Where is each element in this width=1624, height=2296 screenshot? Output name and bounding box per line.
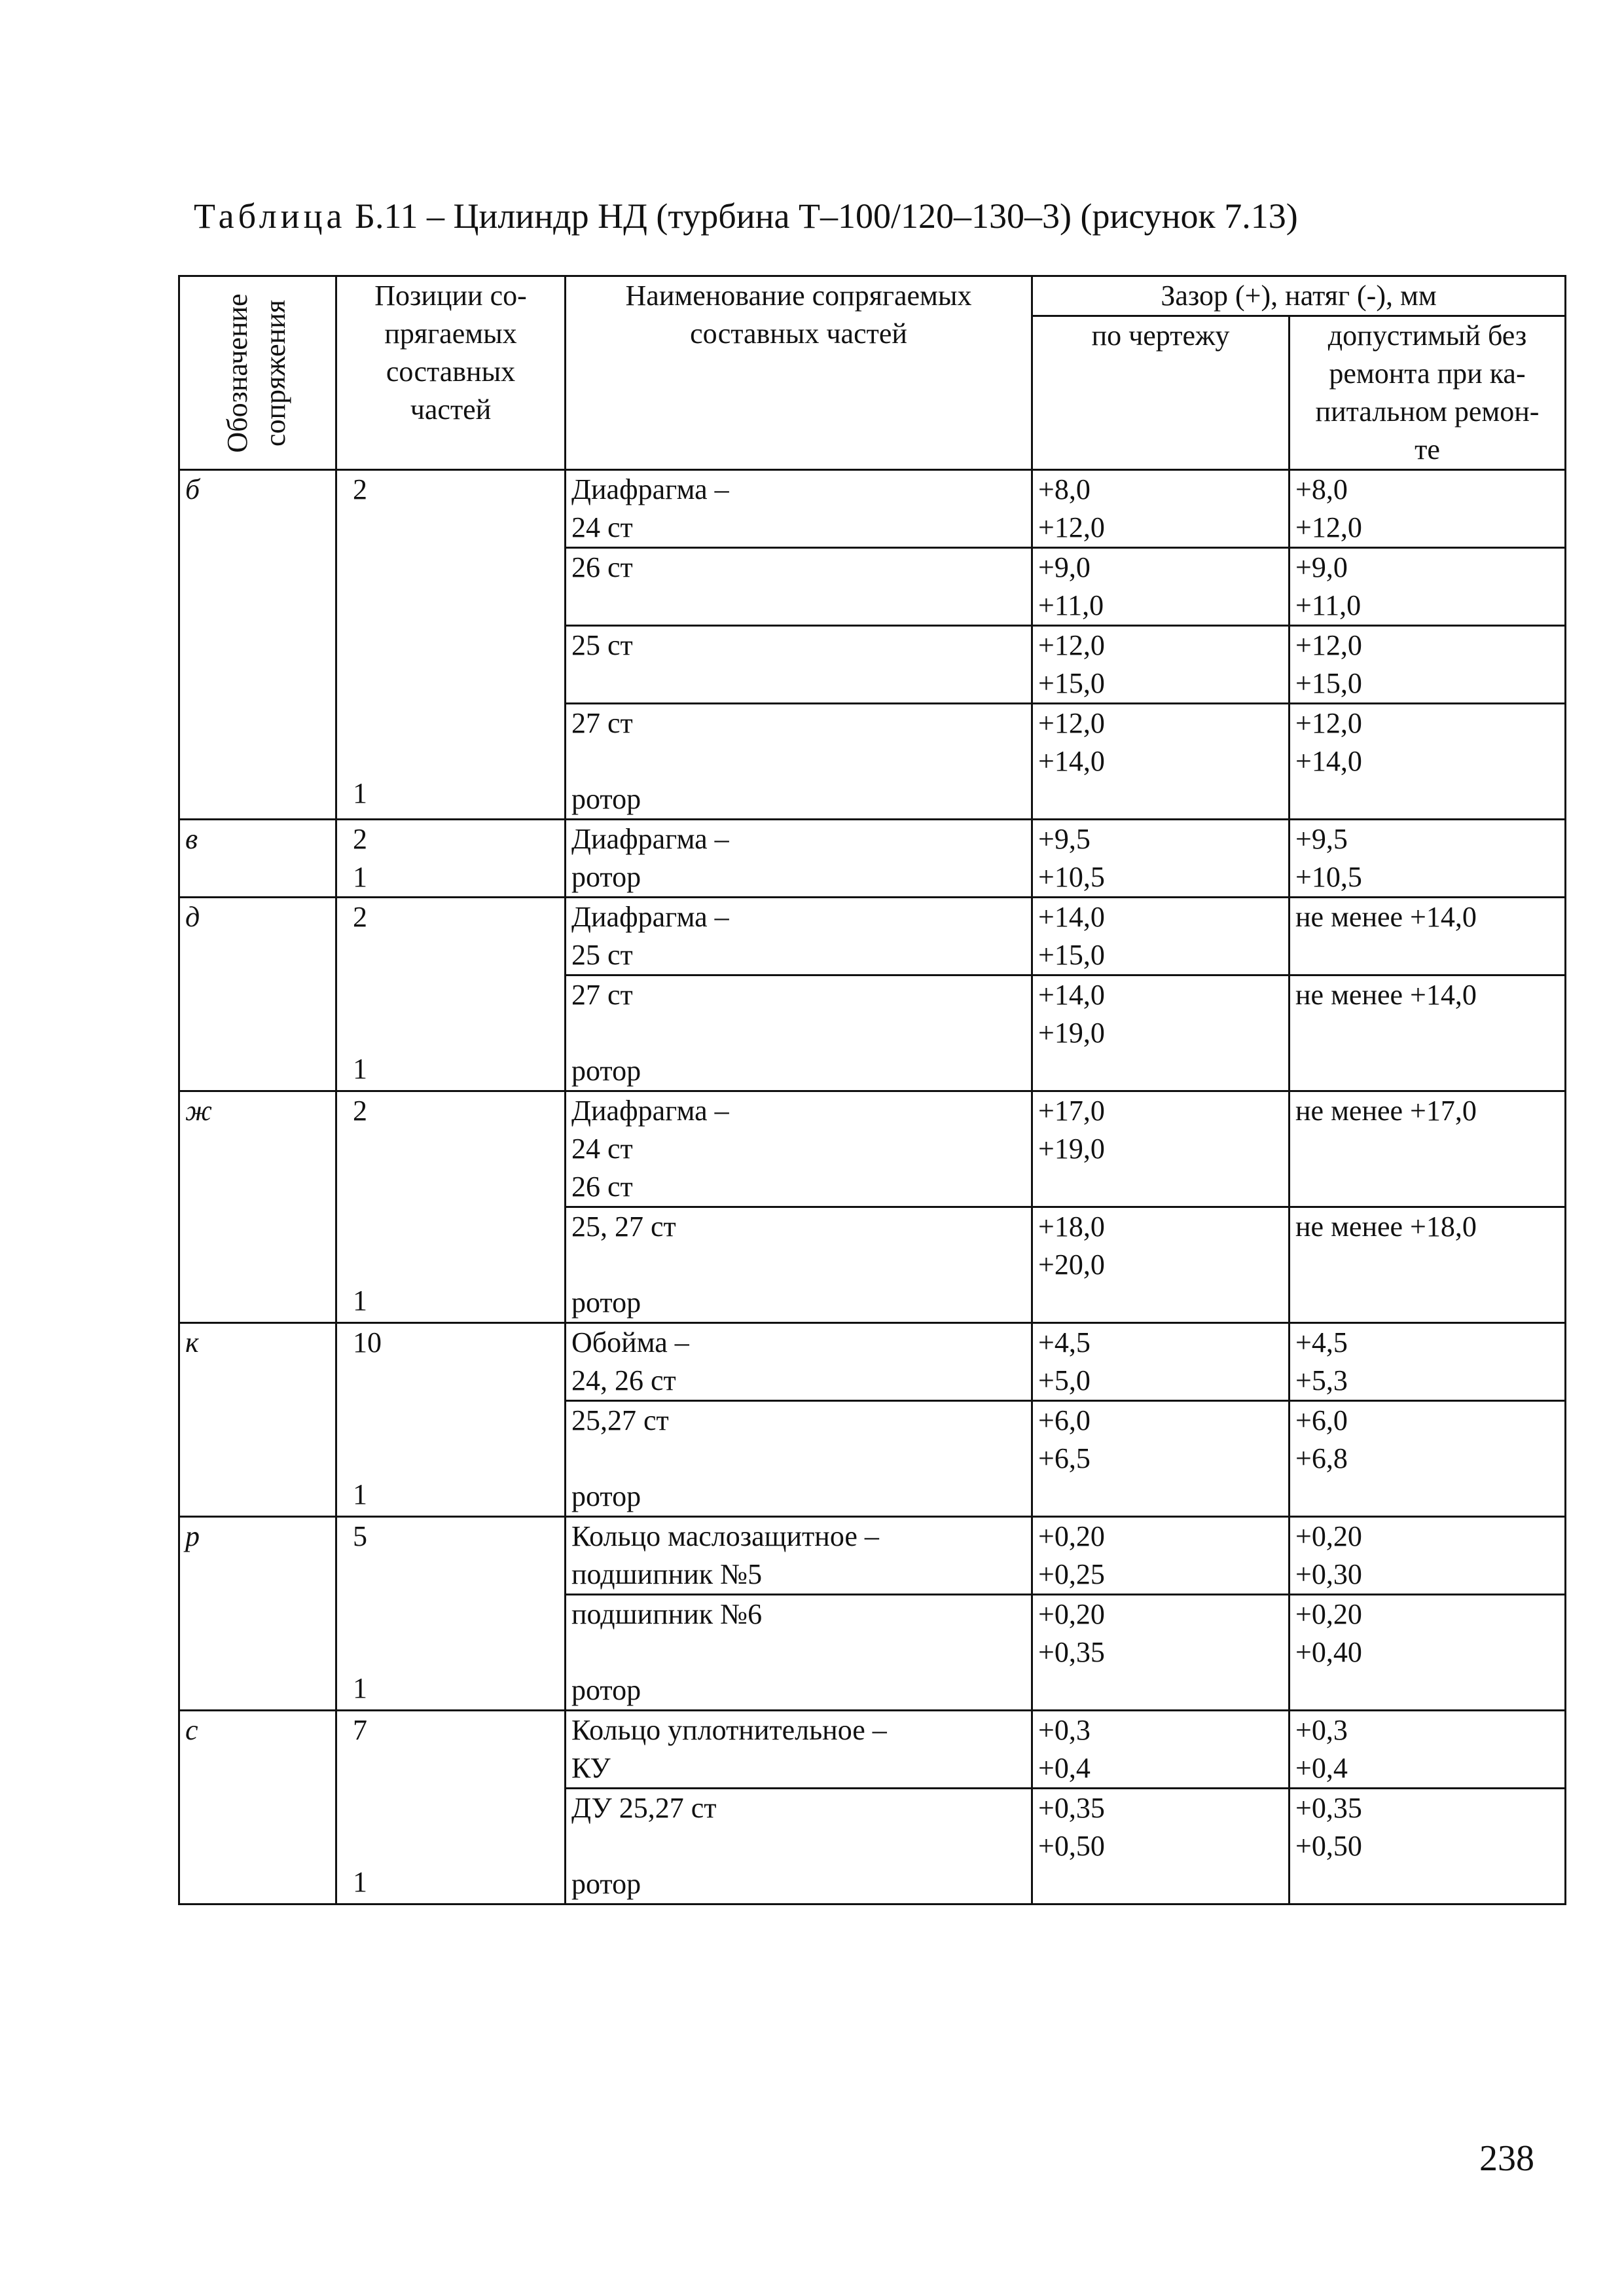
cell-line: +6,5 [1038, 1442, 1091, 1474]
cell-line: +0,25 [1038, 1558, 1105, 1590]
cell-line: +12,0 [1295, 707, 1362, 739]
cell-line [571, 1014, 1026, 1052]
clearance-by-drawing [1032, 1517, 1290, 1595]
clearance-by-drawing [1032, 548, 1290, 626]
clearance-by-drawing [1032, 1207, 1290, 1323]
cell-line [1295, 1478, 1559, 1516]
cell-line: 1 [353, 1053, 367, 1085]
cell-line: Диафрагма – [571, 823, 729, 855]
header-by-drawing: по чертежу [1032, 316, 1290, 470]
cell-line: Кольцо маслозащитное – [571, 1520, 879, 1552]
cell-line [353, 1362, 559, 1400]
cell-line [353, 1206, 559, 1244]
cell-line: ротор [571, 861, 641, 893]
cell-line: +10,5 [1295, 861, 1362, 893]
cell-line: 25 ст [571, 629, 633, 661]
cell-line: не менее +14,0 [1295, 979, 1477, 1011]
mating-designation: р [179, 1517, 336, 1711]
cell-line [353, 1012, 559, 1050]
cell-line: ротор [571, 1674, 641, 1706]
cell-line: ротор [571, 1868, 641, 1900]
cell-line [1038, 1168, 1283, 1206]
cell-line [1038, 1052, 1283, 1090]
page-number: 238 [1479, 2138, 1534, 2179]
clearance-allowed [1290, 1091, 1566, 1207]
clearance-allowed [1290, 898, 1566, 975]
cell-line [1295, 1014, 1559, 1052]
part-name [566, 626, 1032, 704]
cell-line: +8,0 [1038, 473, 1091, 505]
part-name [566, 975, 1032, 1091]
cell-line [1038, 1478, 1283, 1516]
clearance-allowed [1290, 704, 1566, 820]
mating-positions [336, 1323, 566, 1517]
part-name [566, 1323, 1032, 1401]
clearance-by-drawing [1032, 820, 1290, 898]
cell-line: +12,0 [1038, 511, 1105, 543]
cell-line [353, 661, 559, 699]
cell-line: 25 ст [571, 939, 633, 971]
cell-line: +0,20 [1038, 1520, 1105, 1552]
cell-line [1295, 936, 1559, 974]
cell-line: +0,3 [1038, 1714, 1091, 1746]
cell-line: подшипник №6 [571, 1598, 763, 1630]
cell-line [353, 1749, 559, 1787]
clearance-by-drawing [1032, 1789, 1290, 1904]
cell-line: Обойма – [571, 1326, 689, 1358]
cell-line: +9,0 [1038, 551, 1091, 583]
cell-line [353, 547, 559, 585]
cell-line: ротор [571, 1480, 641, 1512]
cell-line [1295, 1052, 1559, 1090]
cell-line: +0,40 [1295, 1636, 1362, 1668]
clearance-allowed [1290, 975, 1566, 1091]
header-positions: Позиции со- прягаемых составных частей [336, 276, 566, 470]
clearance-allowed [1290, 1595, 1566, 1711]
part-name [566, 1207, 1032, 1323]
cell-line: +0,35 [1038, 1636, 1105, 1668]
part-name [566, 820, 1032, 898]
clearance-by-drawing [1032, 704, 1290, 820]
cell-line [353, 1168, 559, 1206]
part-name [566, 898, 1032, 975]
clearance-allowed [1290, 1323, 1566, 1401]
cell-line [1295, 1284, 1559, 1322]
cell-line: 24 ст [571, 1133, 633, 1165]
clearance-allowed [1290, 1401, 1566, 1517]
clearance-by-drawing [1032, 1711, 1290, 1789]
clearance-by-drawing [1032, 470, 1290, 548]
cell-line [1295, 1246, 1559, 1284]
header-part-names: Наименование сопрягаемых составных частей [566, 276, 1032, 470]
cell-line [353, 1556, 559, 1594]
table-row [179, 820, 1566, 898]
cell-line: не менее +18,0 [1295, 1211, 1477, 1243]
cell-line [571, 1440, 1026, 1478]
part-name [566, 1595, 1032, 1711]
cell-line: 27 ст [571, 707, 633, 739]
cell-line: ротор [571, 1055, 641, 1087]
cell-line: +0,35 [1295, 1792, 1362, 1824]
cell-line: +0,30 [1295, 1558, 1362, 1590]
cell-line: ротор [571, 1286, 641, 1319]
cell-line [353, 936, 559, 974]
cell-line [571, 742, 1026, 780]
mating-positions [336, 1517, 566, 1711]
cell-line: 26 ст [571, 551, 633, 583]
cell-line [353, 1438, 559, 1476]
clearance-table [178, 275, 1566, 1905]
cell-line: 1 [353, 1672, 367, 1704]
clearance-by-drawing [1032, 975, 1290, 1091]
cell-line: +15,0 [1295, 667, 1362, 699]
caption-title: Б.11 – Цилиндр НД (турбина Т–100/120–130–3) (рисунок 7.13) [346, 196, 1298, 236]
cell-line: +4,5 [1038, 1326, 1091, 1358]
cell-line [353, 699, 559, 737]
cell-line: +10,5 [1038, 861, 1105, 893]
cell-line [353, 1244, 559, 1282]
clearance-allowed [1290, 626, 1566, 704]
cell-line: 24, 26 ст [571, 1364, 676, 1396]
cell-line [1295, 1865, 1559, 1903]
cell-line [1038, 1284, 1283, 1322]
cell-line: +6,8 [1295, 1442, 1348, 1474]
mating-positions [336, 820, 566, 898]
clearance-by-drawing [1032, 1091, 1290, 1207]
cell-line [1295, 1130, 1559, 1168]
cell-line: 1 [353, 1478, 367, 1510]
cell-line: +17,0 [1038, 1095, 1105, 1127]
cell-line: +14,0 [1038, 901, 1105, 933]
mating-designation: с [179, 1711, 336, 1904]
cell-line [353, 509, 559, 547]
table-row [179, 1711, 1566, 1789]
cell-line: +9,5 [1038, 823, 1091, 855]
cell-line: 24 ст [571, 511, 633, 543]
clearance-by-drawing [1032, 898, 1290, 975]
cell-line: +6,0 [1038, 1404, 1091, 1436]
cell-line [353, 1631, 559, 1669]
clearance-allowed [1290, 470, 1566, 548]
cell-line: +0,50 [1295, 1830, 1362, 1862]
cell-line [353, 585, 559, 623]
cell-line: подшипник №5 [571, 1558, 763, 1590]
table-row [179, 1517, 1566, 1595]
cell-line: не менее +14,0 [1295, 901, 1477, 933]
mating-designation: д [179, 898, 336, 1091]
cell-line: +0,4 [1295, 1752, 1348, 1784]
cell-line [1038, 780, 1283, 818]
part-name [566, 1711, 1032, 1789]
cell-line: +12,0 [1038, 629, 1105, 661]
clearance-allowed [1290, 1517, 1566, 1595]
cell-line: +5,0 [1038, 1364, 1091, 1396]
cell-line [1038, 1671, 1283, 1709]
cell-line [571, 1827, 1026, 1865]
cell-line: +0,4 [1038, 1752, 1091, 1784]
cell-line [571, 587, 1026, 625]
mating-designation: ж [179, 1091, 336, 1323]
cell-line: +0,20 [1038, 1598, 1105, 1630]
cell-line: +0,20 [1295, 1598, 1362, 1630]
clearance-by-drawing [1032, 1595, 1290, 1711]
cell-line [353, 1787, 559, 1825]
cell-line [571, 1246, 1026, 1284]
cell-line [353, 974, 559, 1012]
table-caption [194, 190, 1298, 242]
cell-line: 1 [353, 1285, 367, 1317]
cell-line [1295, 1671, 1559, 1709]
mating-positions [336, 1711, 566, 1904]
cell-line: 7 [353, 1714, 367, 1746]
cell-line: +8,0 [1295, 473, 1348, 505]
cell-line: +6,0 [1295, 1404, 1348, 1436]
cell-line: +12,0 [1295, 629, 1362, 661]
cell-line: КУ [571, 1752, 611, 1784]
cell-line: 2 [353, 823, 367, 855]
caption-label: Таблица [194, 196, 346, 236]
mating-designation: в [179, 820, 336, 898]
cell-line: +11,0 [1038, 589, 1104, 621]
cell-line: +0,35 [1038, 1792, 1105, 1824]
clearance-allowed [1290, 548, 1566, 626]
table-row [179, 1323, 1566, 1401]
cell-line: +4,5 [1295, 1326, 1348, 1358]
cell-line [353, 1825, 559, 1863]
cell-line [353, 1130, 559, 1168]
mating-positions [336, 470, 566, 820]
table-row [179, 470, 1566, 548]
cell-line: 2 [353, 473, 367, 505]
header-clearance-group: Зазор (+), натяг (-), мм [1032, 276, 1566, 316]
part-name [566, 1091, 1032, 1207]
cell-line [353, 1400, 559, 1438]
cell-line [1295, 1168, 1559, 1206]
cell-line [571, 665, 1026, 702]
cell-line: +19,0 [1038, 1017, 1105, 1049]
cell-line: 1 [353, 777, 367, 809]
cell-line: Кольцо уплотнительное – [571, 1714, 887, 1746]
clearance-allowed [1290, 820, 1566, 898]
cell-line [353, 1594, 559, 1631]
cell-line: 10 [353, 1326, 382, 1358]
cell-line: +9,0 [1295, 551, 1348, 583]
cell-line: +0,3 [1295, 1714, 1348, 1746]
mating-designation: к [179, 1323, 336, 1517]
cell-line: 25,27 ст [571, 1404, 669, 1436]
cell-line: +5,3 [1295, 1364, 1348, 1396]
table-row [179, 1091, 1566, 1207]
cell-line: +14,0 [1295, 745, 1362, 777]
cell-line [353, 737, 559, 774]
part-name [566, 1401, 1032, 1517]
cell-line [1038, 1865, 1283, 1903]
cell-line: +11,0 [1295, 589, 1362, 621]
cell-line [571, 1633, 1026, 1671]
cell-line: +9,5 [1295, 823, 1348, 855]
part-name [566, 470, 1032, 548]
cell-line: +15,0 [1038, 939, 1105, 971]
cell-line: 5 [353, 1520, 367, 1552]
cell-line: Диафрагма – [571, 901, 729, 933]
cell-line: +14,0 [1038, 979, 1105, 1011]
cell-line: +19,0 [1038, 1133, 1105, 1165]
cell-line: 2 [353, 1095, 367, 1127]
cell-line: 2 [353, 901, 367, 933]
cell-line: +0,20 [1295, 1520, 1362, 1552]
cell-line: +12,0 [1038, 707, 1105, 739]
clearance-allowed [1290, 1207, 1566, 1323]
cell-line [1295, 780, 1559, 818]
clearance-by-drawing [1032, 626, 1290, 704]
part-name [566, 704, 1032, 820]
mating-positions [336, 1091, 566, 1323]
cell-line: +14,0 [1038, 745, 1105, 777]
mating-positions [336, 898, 566, 1091]
clearance-allowed [1290, 1789, 1566, 1904]
cell-line: 1 [353, 861, 367, 893]
cell-line: Диафрагма – [571, 473, 729, 505]
part-name [566, 1517, 1032, 1595]
cell-line: +12,0 [1295, 511, 1362, 543]
header-allowed: допустимый без ремонта при ка- питальном ремон- те [1290, 316, 1566, 470]
cell-line: ротор [571, 783, 641, 815]
cell-line: 26 ст [571, 1171, 633, 1203]
cell-line: +20,0 [1038, 1248, 1105, 1281]
cell-line: +18,0 [1038, 1211, 1105, 1243]
clearance-by-drawing [1032, 1401, 1290, 1517]
table-row [179, 898, 1566, 975]
clearance-allowed [1290, 1711, 1566, 1789]
cell-line: не менее +17,0 [1295, 1095, 1477, 1127]
cell-line: ДУ 25,27 ст [571, 1792, 717, 1824]
part-name [566, 548, 1032, 626]
cell-line: +0,50 [1038, 1830, 1105, 1862]
clearance-by-drawing [1032, 1323, 1290, 1401]
part-name [566, 1789, 1032, 1904]
cell-line: 25, 27 ст [571, 1211, 676, 1243]
cell-line: +15,0 [1038, 667, 1105, 699]
header-designation: Обозначение сопряжения [179, 276, 336, 470]
cell-line: Диафрагма – [571, 1095, 729, 1127]
cell-line: 1 [353, 1866, 367, 1898]
cell-line [353, 623, 559, 661]
mating-designation: б [179, 470, 336, 820]
cell-line: 27 ст [571, 979, 633, 1011]
